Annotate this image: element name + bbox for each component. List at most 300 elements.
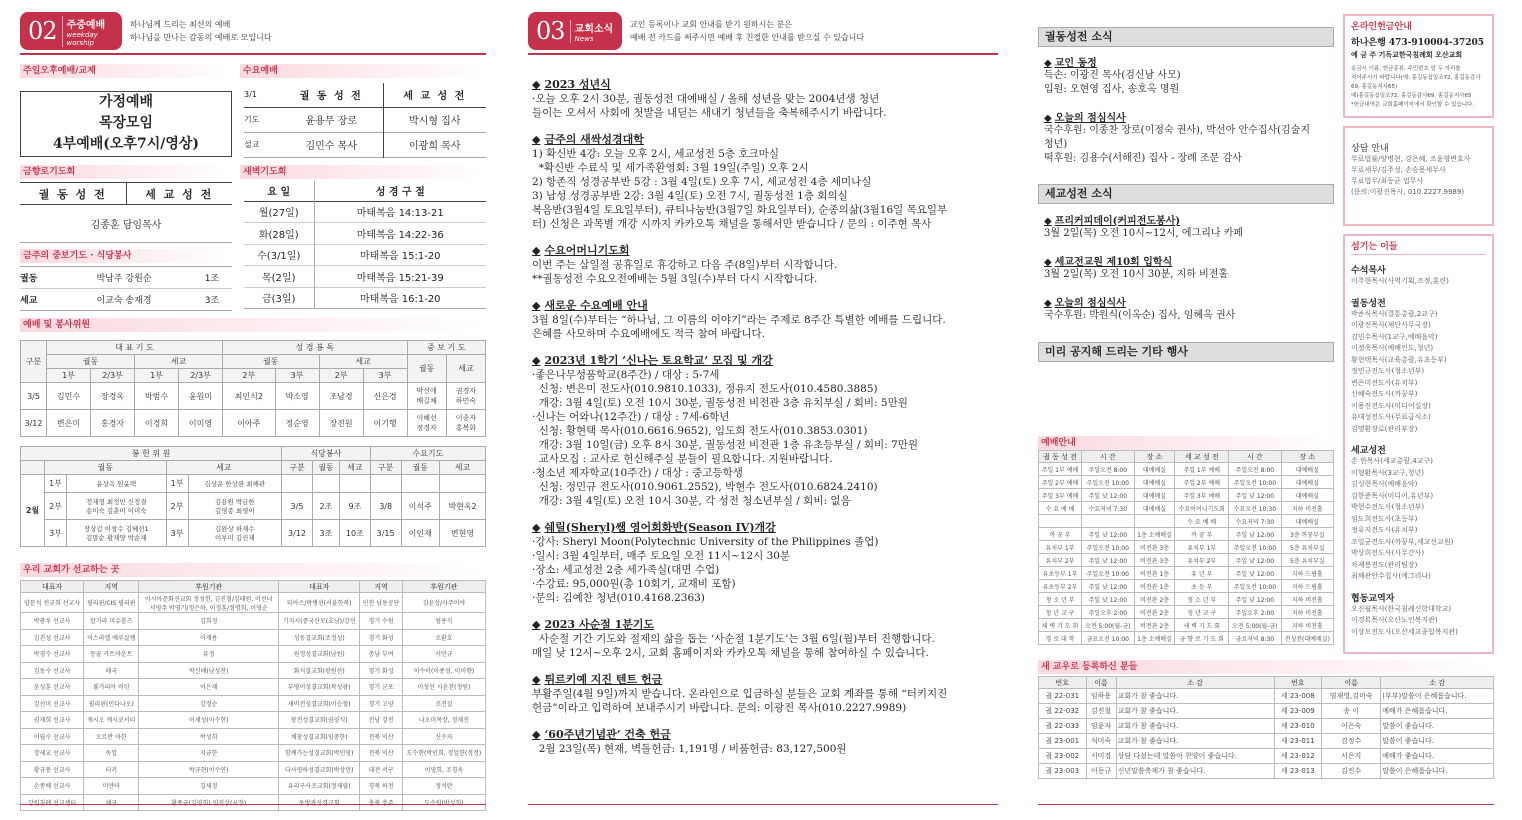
serve-sub: 2/3부 (179, 369, 223, 383)
worship-cell: 주일 1부 예배 (1039, 463, 1082, 476)
new-members-table (1038, 676, 1494, 779)
staff-member: 이용진전도사(미디어실장) (1351, 401, 1431, 410)
new-member-cell: 말씀이 좋습니다. (1381, 719, 1494, 734)
new-member-cell: 상담 다섰는데 말씀아 찬양이 좋습니다. (1116, 749, 1274, 764)
worship-cell: 주일오전 10:00 (1082, 567, 1135, 580)
mission-cell (279, 794, 360, 811)
worship-cell (1134, 515, 1175, 528)
mission-cell: 엄용식 (402, 613, 485, 630)
greet-cell: 김완상 하재수 이부미 김진재 (188, 520, 282, 547)
staff-box (1343, 234, 1494, 654)
new-member-cell: 신년말씀축제가 참 좋습니다. (1116, 764, 1274, 779)
greet-sub: 세교 (440, 461, 486, 475)
diamond-icon: ◆ (532, 728, 541, 741)
mission-row (21, 646, 486, 663)
new-member-cell: 궐 23-002 (1039, 749, 1087, 764)
diamond-icon: ◆ (532, 78, 541, 91)
worship-cell: 유초등부 2부 (1039, 580, 1082, 593)
diamond-icon: ◆ (1044, 216, 1052, 227)
worship-cell: 유치부 2부 (1039, 554, 1082, 567)
counsel-title: 상담 안내 (1351, 144, 1389, 154)
worship-row (1039, 541, 1334, 554)
mission-row (21, 629, 486, 646)
mission-cell: 권재희 선교사 (21, 712, 84, 729)
new-member-cell: 석미숙 (1086, 734, 1116, 749)
worship-row (1039, 619, 1334, 632)
staff-group-name: 세교성전 (1351, 446, 1386, 456)
new-member-cell: 궐 23-001 (1039, 734, 1087, 749)
new-member-row (1039, 689, 1494, 704)
online-account: 하나은행 473-910004-37205 (1351, 38, 1485, 48)
page4-bottom-rule (1038, 804, 1494, 805)
serve-cell: 권경자 하민숙 (446, 383, 485, 410)
serve-head: 세교 (135, 355, 223, 369)
new-member-row (1039, 764, 1494, 779)
worship-cell: 수 요 예 배 (1039, 502, 1082, 515)
events-title: 미리 공지해 드리는 기타 행사 (1038, 342, 1334, 362)
mission-cell: 경기 수원 (360, 613, 403, 630)
dawn-head-verse: 성 경 구 절 (314, 181, 486, 201)
news-title-text: ‘60주년기념관’ 건축 헌금 (544, 728, 671, 741)
page3-bottom-rule (528, 804, 998, 805)
dawn-table (244, 181, 486, 309)
mission-cell: 오환호 (402, 629, 485, 646)
worship-cell: 수 요 예 배 (1175, 515, 1229, 528)
section-friday-title: 금향로기도회 (20, 165, 230, 179)
greet-cell: 10조 (340, 520, 371, 547)
new-member-cell: 궐 22-033 (1039, 719, 1087, 734)
diamond-icon: ◆ (1044, 257, 1052, 268)
side-news-item (1044, 212, 1336, 241)
serve-cell: 3/12 (21, 410, 47, 437)
new-member-cell: 이은숙 (1322, 719, 1381, 734)
worship-row (1039, 593, 1334, 606)
worship-cell: 주일오후 2:00 (1229, 606, 1282, 619)
news-title-text: 튀르키예 지진 텐트 헌금 (544, 673, 663, 686)
worship-cell: 주일오후 2:00 (1082, 606, 1135, 619)
serve-sub: 1부 (135, 369, 179, 383)
greet-cell: 9조 (340, 493, 371, 520)
staff-member: 조일균전도사(까꿍부,세교선교원) (1351, 537, 1454, 546)
greet-cell: 2조 (312, 493, 339, 520)
worship-cell: 지하 비전홀 (1281, 593, 1333, 606)
dawn-day: 목(2일) (262, 272, 296, 284)
new-member-cell: 말씀이 은혜롭습니다. (1381, 764, 1494, 779)
mission-cell: 김동수 선교사 (21, 662, 84, 679)
mission-head: 대표자 (279, 581, 360, 593)
new-member-cell: 말씀이 좋습니다. (1381, 734, 1494, 749)
news-item-title (532, 297, 1002, 313)
wednesday-table (244, 83, 486, 158)
diamond-icon: ◆ (1044, 298, 1052, 309)
page2-badge-number: 02 (28, 17, 57, 45)
mission-cell: 신수자 (402, 728, 485, 745)
worship-row (1039, 502, 1334, 515)
worship-cell: 주일 낮 12:00 (1082, 580, 1135, 593)
serve-sub: 2부 (319, 369, 363, 383)
staff-group (1351, 296, 1486, 436)
worship-cell: 초 등 부 (1175, 580, 1229, 593)
page2-desc-2: 하나님을 만나는 감동의 예배로 모입니다 (130, 33, 272, 42)
online-offering-title: 온라인헌금안내 (1351, 22, 1412, 32)
worship-cell: 대예배실 (1134, 489, 1175, 502)
serve-cell: 장경옥 (91, 383, 135, 410)
side-news-title-text: 오늘의 점심식사 (1054, 298, 1126, 309)
mission-cell: 박규현(이수연) (139, 761, 279, 778)
worship-row (1039, 606, 1334, 619)
staff-title: 섬기는 이들 (1351, 239, 1486, 255)
section-prayer-title: 금주의 중보기도 · 식당봉사 (20, 249, 230, 263)
new-head: 번호 (1039, 677, 1087, 689)
new-member-row (1039, 704, 1494, 719)
greet-cell: 김상운 한상완 최해관 (188, 475, 282, 493)
worship-cell: 지하 드림홀 (1281, 580, 1333, 593)
serve-cell: 이혜선 정경자 (407, 410, 446, 437)
worship-cell: 주일 낮 12:00 (1082, 593, 1135, 606)
news-item-title (532, 242, 1002, 258)
staff-member: 유대성전도사(무료급식소) (1351, 413, 1431, 421)
news-title-text: 새로운 수요예배 안내 (544, 299, 648, 312)
page3-badge-title: 교회소식 (574, 23, 614, 35)
worship-cell: 주일 낮 12:00 (1229, 567, 1282, 580)
staff-member: 이경록목사(오산노인복지관) (1351, 616, 1438, 624)
prayer-campus: 궐동 (20, 274, 38, 284)
worship-cell: 주일오전 8:00 (1082, 463, 1135, 476)
new-member-cell: 김진수 (1322, 764, 1381, 779)
greet-cell: 3조 (312, 520, 339, 547)
new-member-cell: 임윤자 (1086, 719, 1116, 734)
side-news-title-text: 교인 동정 (1054, 58, 1097, 69)
mission-cell: 필리핀/CIS 필리핀 (84, 593, 139, 613)
worship-row (1039, 476, 1334, 489)
worship-guide-title: 예배안내 (1038, 436, 1334, 450)
staff-group (1351, 591, 1486, 639)
mission-cell: 기지시(중국산모(호남)/강선 (279, 613, 360, 630)
serve-cell: 박신애 배길채 (407, 383, 446, 410)
worship-cell: 까 꿍 부 (1175, 528, 1229, 541)
worship-cell: 금요오전 10:00 (1082, 632, 1135, 645)
dawn-day: 금(3일) (262, 294, 296, 306)
greet-sub: 궐동 (45, 461, 167, 475)
new-member-cell: 교회가 참 좋습니다. (1116, 719, 1274, 734)
serve-table (20, 340, 486, 437)
mission-row (21, 613, 486, 630)
new-member-cell: 세 23-013 (1274, 764, 1322, 779)
wor-head: 세 교 성 전 (1175, 451, 1229, 463)
greet-cell: 3/8 (370, 493, 401, 520)
worship-cell: 수요어머니기도회 (1175, 502, 1229, 515)
sunday-line-1: 가정예배 (98, 94, 154, 110)
mission-cell: 경기 화성 (360, 629, 403, 646)
new-member-cell: 염재영,김미숙 (1322, 689, 1381, 704)
wed-head-sg: 세 교 성 전 (383, 83, 486, 107)
sunday-line-3: 4부예배(오후7시/영상) (52, 136, 200, 152)
new-member-cell: 세 23-011 (1274, 734, 1322, 749)
page2-bottom-rule (20, 804, 486, 805)
prayer-names: 이교숙 송재경 (96, 296, 152, 306)
prayer-group: 3조 (204, 296, 220, 306)
news-item-title (532, 519, 1002, 535)
staff-member: 박현수전도사(청소년부) (1351, 503, 1425, 511)
dawn-verse: 마태복음 15:21-39 (314, 266, 486, 288)
side-news-item (1044, 294, 1336, 323)
mission-head: 후원기관 (139, 581, 279, 593)
mission-cell: 서민규 (402, 646, 485, 663)
worship-cell: 주일 2부 예배 (1039, 476, 1082, 489)
page3-badge-number: 03 (536, 17, 565, 45)
page3-badge (528, 12, 622, 50)
mission-cell: 대전 서구 (360, 761, 403, 778)
staff-member: 이상모전도사(오산세교종합복지관) (1351, 627, 1458, 636)
mission-cell: 이재성(이수현) (139, 712, 279, 729)
side-news-title (1044, 294, 1336, 309)
staff-member: 신혜숙전도사(까꿍부) (1351, 390, 1418, 398)
news-item (532, 671, 1002, 715)
greet-cell: 1부 (45, 475, 67, 493)
sunday-box (20, 91, 232, 157)
staff-member: 박상희전도사(사무간사) (1351, 549, 1425, 557)
worship-cell: 오전 5:00(월-금) (1229, 619, 1282, 632)
news-item-title (532, 726, 1002, 742)
serve-cell: 이기행 (363, 410, 407, 437)
greet-cell: 3부 (45, 520, 67, 547)
new-member-cell: 김진철 (1086, 704, 1116, 719)
news-item-body: 부활주일(4월 9일)까지 받습니다. 온라인으로 입금하실 분들은 교회 계좌를 통해 “터키지진 헌금”이라고 입력하여 보내주시기 바랍니다. 문의: 이광진 목사(010.2227.9989) (532, 688, 948, 714)
section-serve-title: 예배 및 봉사위원 (20, 318, 486, 332)
serve-row (21, 383, 486, 410)
page3-badge-subtitle: News (574, 34, 594, 43)
worship-cell: 비전관 1층 (1134, 580, 1175, 593)
worship-cell: 주일 낮 12:00 (1229, 593, 1282, 606)
mission-head: 지역 (84, 581, 139, 593)
mission-cell: 김세정 (139, 778, 279, 795)
greet-cell: 1부 (166, 475, 188, 493)
worship-cell: 주일 2부 예배 (1175, 476, 1229, 489)
mission-cell: 이수이(이종성, 이미향) (402, 662, 485, 679)
serve-cell: 조남경 (319, 383, 363, 410)
staff-member: 손 한목사(세교총괄,4교구) (1351, 457, 1433, 465)
greet-cell: 장상갑 이창수 김혜선1 김말순 황재양 박순재 (67, 520, 167, 547)
mission-cell: 티아스/박병선(서울한북) (279, 593, 360, 613)
counsel-line: 무료법무/최동균 법무사 (1351, 177, 1424, 185)
fri-leader: 김종훈 담임목사 (90, 220, 162, 231)
mission-cell: 광진성결교회(권양식) (279, 712, 360, 729)
diamond-icon: ◆ (1044, 113, 1052, 124)
mission-cell: 유리구사조교회(정재필) (279, 778, 360, 795)
worship-cell: 청 소 년 부 (1175, 593, 1229, 606)
greet-cell: 3/5 (282, 493, 313, 520)
news-title-text: 2023 성년식 (544, 78, 611, 91)
mission-cell: 류정 (139, 646, 279, 663)
dawn-verse: 마태복음 14:13-21 (314, 201, 486, 223)
mission-cell: 아시아문화선교회 정성헌, 김진철/김태원, 이선녀 서영주 박영기/정은하, 이정훈/정명희, 이영순 (139, 593, 279, 613)
diamond-icon: ◆ (532, 299, 541, 312)
mission-cell: 이은재 (139, 679, 279, 696)
mission-cell: 부평이성결교회(곽성광) (279, 679, 360, 696)
mission-cell: 경기 고양 (360, 695, 403, 712)
wor-head: 궐 동 성 전 (1039, 451, 1082, 463)
staff-group-name: 협동교역자 (1351, 593, 1395, 604)
segyo-news-title: 세교성전 소식 (1038, 184, 1334, 204)
worship-cell: 비전관 2층 (1134, 619, 1175, 632)
news-item (532, 297, 1002, 341)
online-offering-box (1343, 14, 1494, 118)
diamond-icon: ◆ (532, 618, 541, 631)
staff-member: 차재봉전도(관리팀장) (1351, 560, 1418, 569)
serve-head: 궐동 (407, 355, 446, 383)
worship-cell: 대예배실 (1134, 502, 1175, 515)
worship-cell: 비전관 3층 (1134, 541, 1175, 554)
mission-cell: 태국 (84, 662, 139, 679)
worship-cell: 대예배실 (1134, 476, 1175, 489)
side-news-title-text: 프리커피데이(커피전도봉사) (1054, 216, 1181, 227)
news-title-text: 금주의 새싹성경대학 (544, 133, 644, 146)
new-member-cell: 세 23-008 (1274, 689, 1322, 704)
serve-head: 세교 (446, 355, 485, 383)
new-member-cell: 세 23-010 (1274, 719, 1322, 734)
sunday-line-2: 목장모임 (98, 115, 154, 131)
section-dawn-title: 새벽기도회 (240, 165, 486, 179)
worship-cell: 주일오전 10:00 (1229, 476, 1282, 489)
greet-sub: 세교 (166, 461, 282, 475)
news-item-body: 1) 확신반 4강: 오늘 오후 2시, 세교성전 5층 호크마실 *확신반 수료식 및 세가족환영회: 3월 19일(주일) 오후 2시 2) 항존직 성경공부반 5강 : 3월 4일(토) 오후 7시, 세교성전 4층 세미나실 3) 남성 성경공부반 2강: 3월 4일(토) 오전 7시, 궐동성전 1층 회의실 복음반(3월4일 토요일부터), 큐티나눔반(3월7일 화요일부터), 순종의삶(3월16일 목요일부 터) 신청은 과목별 개강 시까지 카카오톡 채널을 통해서만 받습니다 / 문의 : 이주현 목사 (532, 148, 948, 230)
mission-cell (360, 794, 403, 811)
new-member-row (1039, 734, 1494, 749)
worship-cell: 수요저녁 7:30 (1229, 515, 1282, 528)
news-item (532, 616, 1002, 660)
serve-cell: 박소영 (275, 383, 319, 410)
dawn-verse: 마태복음 14:22-36 (314, 223, 486, 245)
serve-head: 중 보 기 도 (407, 341, 485, 355)
worship-cell: 주일오전 10:00 (1229, 541, 1282, 554)
greet-cell: 3/12 (282, 520, 313, 547)
mission-cell: 함께가는성결교회(박민영) (279, 745, 360, 762)
worship-cell: 대예배실 (1281, 515, 1333, 528)
mission-cell: 캄기라 미슈룸즈 (84, 613, 139, 630)
page3-desc-1: 교인 등록이나 교회 안내를 받기 원하시는 분은 (630, 20, 793, 29)
mission-cell: 이월수 선교사 (21, 728, 84, 745)
worship-row (1039, 554, 1334, 567)
greet-cell: 윤상옥 임윤택 (67, 475, 167, 493)
mission-cell: 경북 하천 (360, 778, 403, 795)
new-member-cell: 궐 23-003 (1039, 764, 1087, 779)
mission-row (21, 728, 486, 745)
staff-member: 변은미전도사(유치부) (1351, 378, 1418, 387)
news-item-body: ·좋은나무성품학교(8주간) / 대상 : 5-7세 신청: 변은미 전도사(010.9810.1033), 정유지 전도사(010.4580.3885) 개강: 3월 4일(토) 오전 10시 30분, 궐동성전 비전관 3층 유치부실 / 회비: 5만원 ·신나는 어와나(12주간) / 대상 : 7세-6학년 신청: 황현택 목사(010.6616.9652), 임도희 전도사(010.3853.0301) 개강: 3월 10일(금) 오후 8시 30분, 궐동성전 비전관 1층 유초등부실 / 회비: 7만원 교사모집 : 교사로 헌신해주실 분들이 필요합니다. 지원바랍니다. ·청소년 제자학교(10주간) / 대상 : 중고등학생 신청: 정민규 전도사(010.9061.2552), 박현수 전도사(010.6824.2410) 개강: 3월 4일(토) 오전 10시 30분, 각 성전 청소년부실 / 회비: 없음 (532, 369, 919, 507)
mission-cell: 미얀마 (84, 778, 139, 795)
news-item-title (532, 671, 1002, 687)
serve-head: 궐동 (223, 355, 320, 369)
mission-cell: 박성희 (139, 728, 279, 745)
counsel-line: (문의:이광진목사, 010.2227.9989) (1351, 188, 1465, 196)
mission-cell: 황규봉 선교사 (21, 761, 84, 778)
mission-cell: 도수현(박인희, 정일한(정정) (402, 745, 485, 762)
mission-cell (402, 794, 485, 811)
worship-cell: 주일 낮 12:00 (1082, 489, 1135, 502)
mission-cell (21, 794, 84, 811)
wed-row-label: 기도 (244, 115, 260, 124)
mission-row (21, 662, 486, 679)
mission-row (21, 593, 486, 613)
online-note: 송금시 이름, 헌금종류, 주민번호 앞 두 자리를 적어주시기 바랍니다(예: 홍길동십일조72, 홍길동감사69, 홍길동지사65) 예)홍길동십일조72, 홍길동감사69, 홍길동지사65 *헌금내역은 교회홈페이지에서 확인할 수 있습니다. (1351, 66, 1481, 108)
dawn-day: 월(27일) (258, 208, 299, 220)
mission-cell: 김윤성/자주이야 (402, 593, 485, 613)
page3-header (528, 12, 864, 50)
mission-row (21, 695, 486, 712)
greeter-table (20, 446, 486, 547)
new-member-cell: (부부)말씀이 은혜롭습니다. (1381, 689, 1494, 704)
greet-cell: 3부 (166, 520, 188, 547)
worship-cell: 오전 5:00(월-금) (1082, 619, 1135, 632)
worship-cell: 경 로 대 학 (1039, 632, 1082, 645)
staff-member: 이형환목사(3교구,청년) (1351, 468, 1424, 477)
worship-cell: 대예배실 (1281, 476, 1333, 489)
greet-cell: 이인재 (401, 520, 439, 547)
serve-sub: 3부 (363, 369, 407, 383)
new-member-cell: 세 23-009 (1274, 704, 1322, 719)
dawn-day: 화(28일) (258, 229, 299, 241)
section-mission-title: 우리 교회가 선교하는 곳 (20, 563, 486, 577)
news-item-title (532, 352, 1002, 368)
serve-head: 세교 (319, 355, 407, 369)
new-member-cell: 교회가 참 좋습니다. (1116, 734, 1274, 749)
serve-cell: 신은경 (363, 383, 407, 410)
new-head: 소 감 (1116, 677, 1274, 689)
page3-desc-2: 예배 전 카드를 써주시면 예배 후 친절한 안내를 받으실 수 있습니다 (630, 33, 865, 42)
segyo-news-list (1044, 212, 1336, 335)
wed-row-cell: 박시형 집사 (383, 107, 486, 132)
new-member-cell: 서은지 (1322, 749, 1381, 764)
prayer-names: 박남주 강원순 (96, 274, 152, 284)
mission-row (21, 745, 486, 762)
worship-row (1039, 528, 1334, 541)
mission-cell: 전북 익산 (360, 745, 403, 762)
new-head: 이름 (1086, 677, 1116, 689)
news-item-body: ·오늘 오후 2시 30분, 궐동성전 대예배실 / 올해 성년을 맞는 2004년생 청년 들이는 오셔서 사회에 첫발을 내딛는 새내기 청년들을 축복해주시기 바랍니다. (532, 93, 887, 119)
new-member-cell: 임하용 (1086, 689, 1116, 704)
mission-cell: 경기 화성 (360, 662, 403, 679)
staff-member: 이주현목사(사역기획,조정,훈련) (1351, 277, 1449, 285)
worship-cell: 유치부 2부 (1175, 554, 1229, 567)
serve-cell: 이종자 홍복화 (446, 410, 485, 437)
mission-cell: 전남 강진 (360, 712, 403, 729)
side-news-body: 국수후원: 이종찬 장로(이정숙 권사), 박선아 안수집사(김술지 청년) 떡후원: 김용수(서해진) 집사 - 장례 조문 감사 (1044, 125, 1310, 164)
wed-row-label: 설교 (244, 140, 260, 149)
wor-head: 시 간 (1229, 451, 1282, 463)
mission-cell (139, 794, 279, 811)
new-member-cell: 송 이 (1322, 704, 1381, 719)
page3-divider (528, 53, 998, 55)
mission-cell: 조진실 (402, 695, 485, 712)
new-member-row (1039, 749, 1494, 764)
mission-cell: 김진성 선교사 (21, 629, 84, 646)
worship-cell: 5층 유치부실 (1281, 554, 1333, 567)
news-item (532, 519, 1002, 605)
staff-member: 정유지전도사(유치부) (1351, 526, 1418, 534)
news-item (532, 76, 1002, 120)
mission-cell: 나오미목장, 정재진 (402, 712, 485, 729)
page2-badge-subtitle: weekday worship (66, 30, 98, 47)
greet-head: 식당봉사 (282, 447, 371, 461)
serve-cell: 장진원 (319, 410, 363, 437)
worship-guide-table (1038, 450, 1334, 645)
mission-cell: 김희정 (139, 613, 279, 630)
serve-cell: 최인식2 (223, 383, 276, 410)
worship-cell: 유초등부 1부 (1039, 567, 1082, 580)
new-member-cell: 이동규 (1086, 764, 1116, 779)
staff-member: 김한준목사(미디어,유년부) (1351, 491, 1434, 500)
diamond-icon: ◆ (532, 521, 541, 534)
